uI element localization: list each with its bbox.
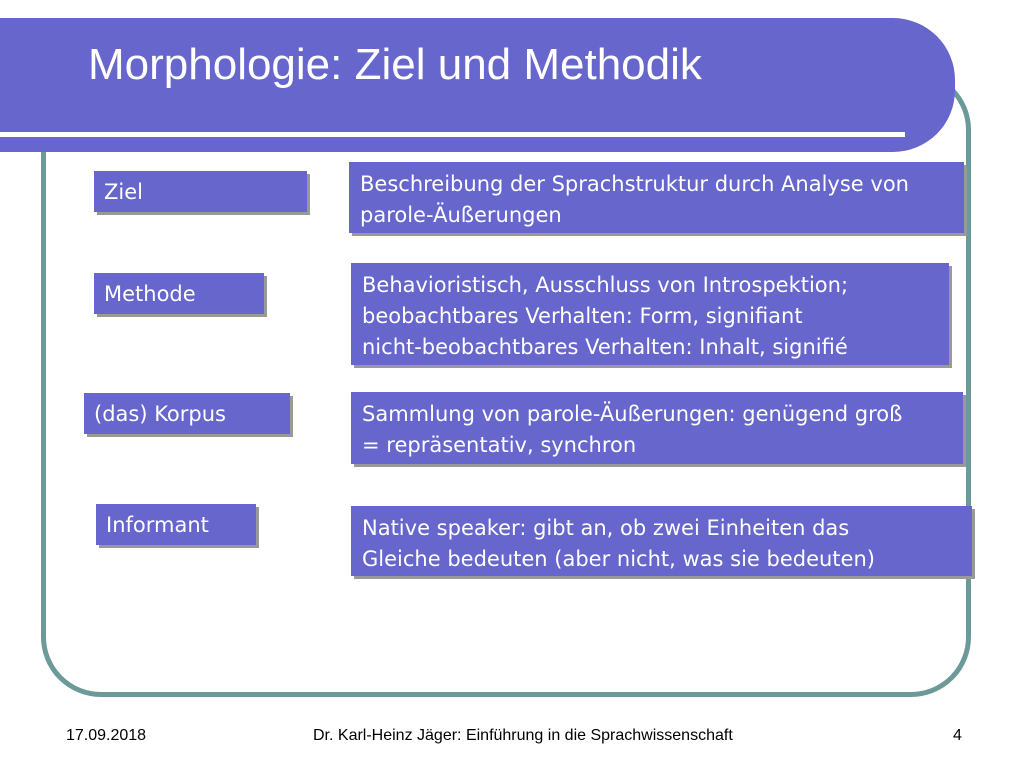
footer-page-number: 4 — [953, 727, 962, 744]
title-underline — [0, 132, 905, 137]
desc-line: Native speaker: gibt an, ob zwei Einheiten das — [362, 516, 850, 540]
label-ziel: Ziel — [94, 171, 307, 212]
footer-author: Dr. Karl-Heinz Jäger: Einführung in die Sprachwissenschaft — [313, 727, 733, 744]
desc-line: Behavioristisch, Ausschluss von Introspektion; — [362, 273, 849, 297]
footer-date: 17.09.2018 — [66, 727, 147, 744]
label-korpus: (das) Korpus — [84, 393, 290, 434]
desc-line: Gleiche bedeuten (aber nicht, was sie bedeuten) — [362, 547, 875, 571]
label-informant: Informant — [96, 504, 256, 545]
desc-korpus — [351, 392, 963, 464]
desc-line: = repräsentativ, synchron — [362, 433, 637, 457]
label-methode: Methode — [94, 273, 264, 314]
desc-methode — [351, 263, 949, 365]
desc-line: Sammlung von parole-Äußerungen: genügend groß — [362, 402, 903, 426]
desc-line: Beschreibung der Sprachstruktur durch Analyse von — [360, 172, 909, 196]
desc-line: parole-Äußerungen — [360, 203, 562, 227]
slide-title: Morphologie: Ziel und Methodik — [88, 40, 702, 89]
desc-ziel — [349, 162, 964, 233]
desc-line: beobachtbares Verhalten: Form, signifiant — [362, 304, 803, 328]
desc-line: nicht-beobachtbares Verhalten: Inhalt, signifié — [362, 335, 848, 359]
desc-informant — [351, 506, 972, 576]
